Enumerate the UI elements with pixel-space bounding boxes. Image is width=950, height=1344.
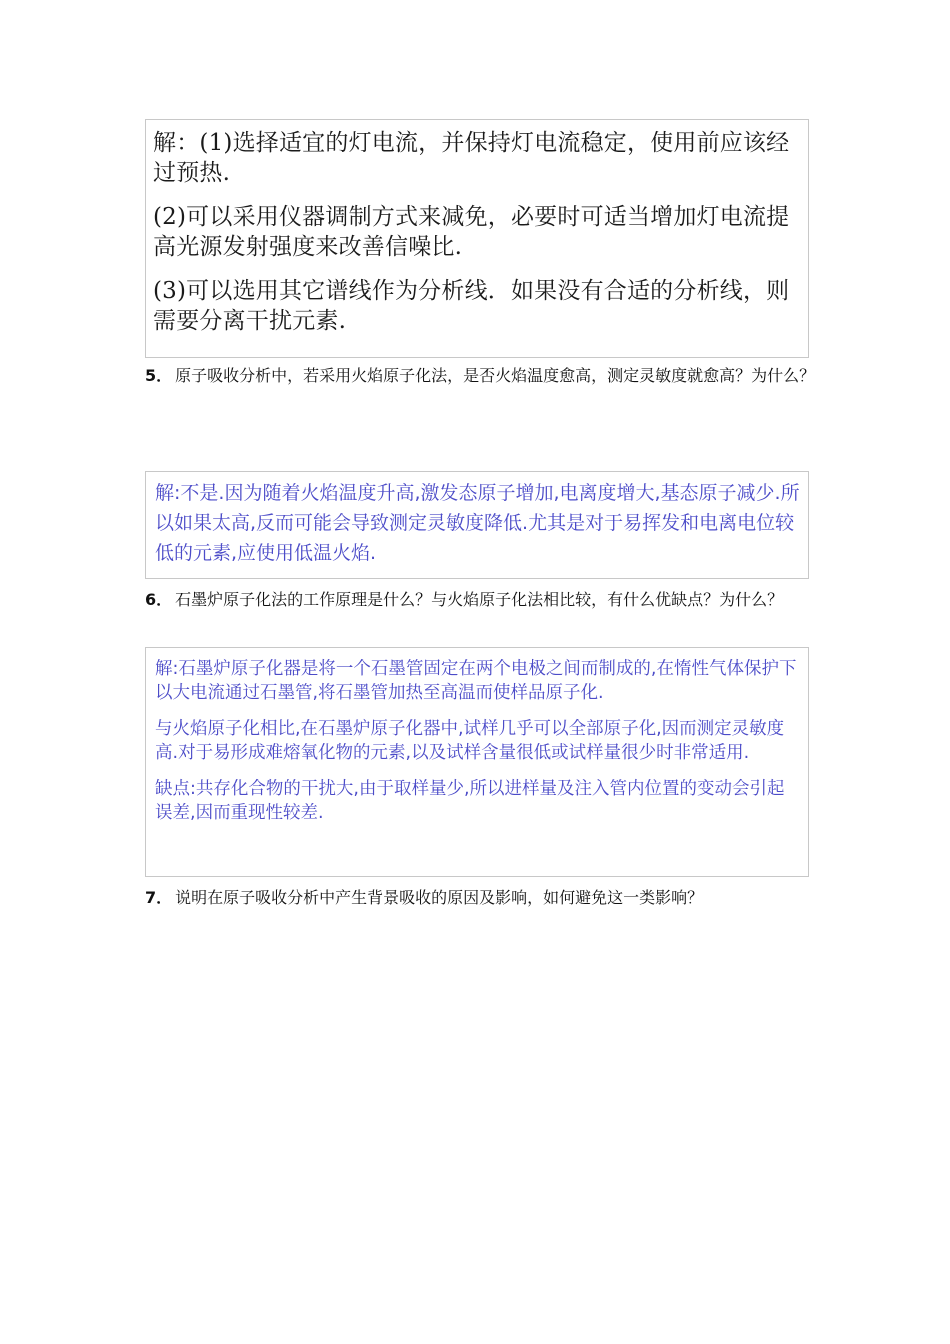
question-5-text: 原子吸收分析中，若采用火焰原子化法，是否火焰温度愈高，测定灵敏度就愈高？为什么？ — [175, 366, 816, 385]
question-7-number: 7． — [145, 888, 173, 907]
answer-box-2 — [145, 471, 809, 579]
answer-1-part-2: (2)可以采用仪器调制方式来减免，必要时可适当增加灯电流提高光源发射强度来改善信噪比. — [153, 204, 790, 260]
question-6 — [145, 588, 817, 612]
answer-2-text: 解:不是.因为随着火焰温度升高,激发态原子增加,电离度增大,基态原子减少.所以如果太高,反而可能会导致测定灵敏度降低.尤其是对于易挥发和电离电位较低的元素,应使用低温火焰. — [155, 482, 800, 564]
question-6-text: 石墨炉原子化法的工作原理是什么？与火焰原子化法相比较，有什么优缺点？为什么？ — [175, 590, 784, 609]
answer-3-advantages: 与火焰原子化相比,在石墨炉原子化器中,试样几乎可以全部原子化,因而测定灵敏度高.对于易形成难熔氧化物的元素,以及试样含量很低或试样量很少时非常适用. — [155, 719, 785, 763]
question-7 — [145, 886, 817, 910]
answer-box-3 — [145, 647, 809, 877]
answer-1-part-3: (3)可以选用其它谱线作为分析线．如果没有合适的分析线，则需要分离干扰元素. — [153, 278, 790, 334]
question-7-text: 说明在原子吸收分析中产生背景吸收的原因及影响，如何避免这一类影响？ — [175, 888, 704, 907]
answer-3-principle: 解:石墨炉原子化器是将一个石墨管固定在两个电极之间而制成的,在惰性气体保护下以大电流通过石墨管,将石墨管加热至高温而使样品原子化. — [155, 659, 797, 703]
question-5-number: 5． — [145, 366, 173, 385]
answer-1-part-1: 解：(1)选择适宜的灯电流，并保持灯电流稳定，使用前应该经过预热. — [153, 130, 790, 186]
question-6-number: 6． — [145, 590, 173, 609]
answer-3-disadvantages: 缺点:共存化合物的干扰大,由于取样量少,所以进样量及注入管内位置的变动会引起误差,因而重现性较差. — [155, 779, 785, 823]
answer-box-1 — [145, 119, 809, 358]
question-5 — [145, 364, 817, 388]
